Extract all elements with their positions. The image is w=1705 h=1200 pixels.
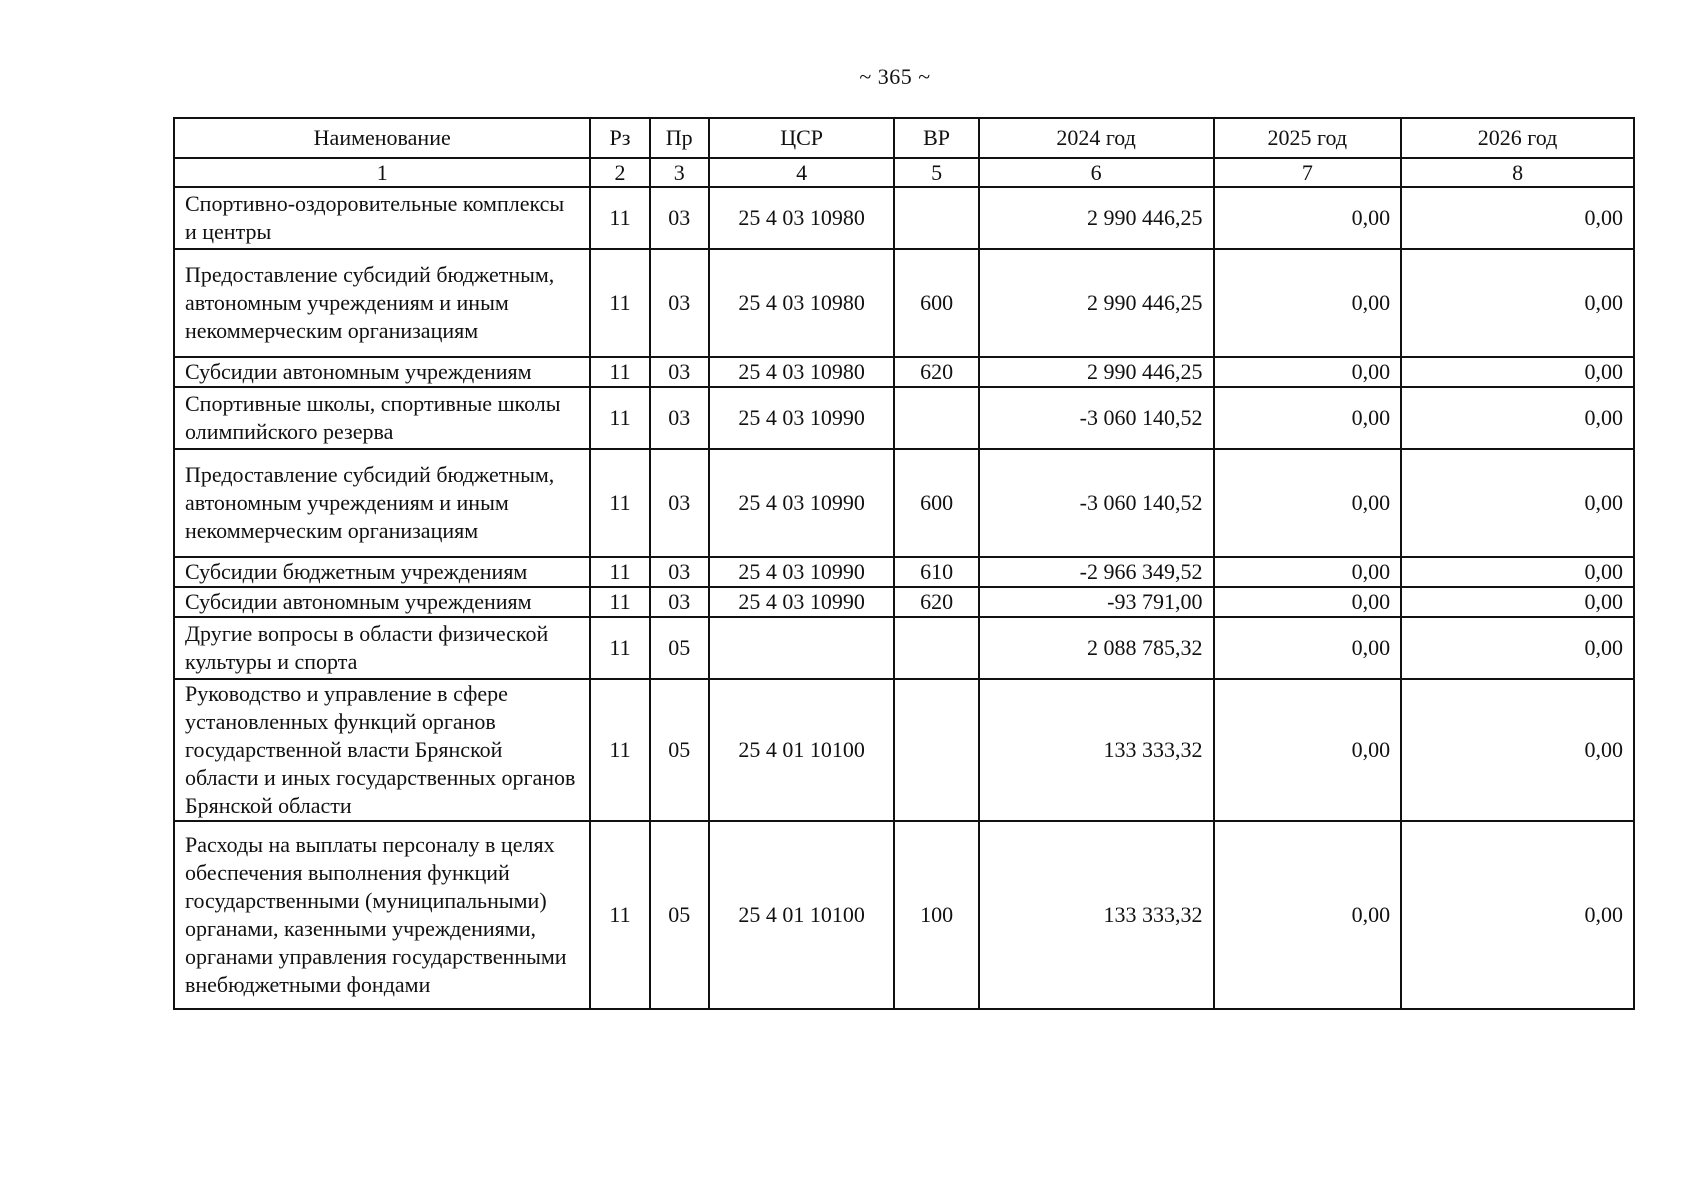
cell-2026: 0,00 <box>1401 187 1634 249</box>
header-name: Наименование <box>174 118 590 158</box>
cell-vr: 620 <box>894 587 978 617</box>
cell-name: Руководство и управление в сфере установленных функций органов государственной власти Брянской области и иных государственных органов Брянской области <box>174 679 590 821</box>
cell-name: Субсидии автономным учреждениям <box>174 357 590 387</box>
table-row <box>174 587 1634 617</box>
cell-name: Спортивно-оздоровительные комплексы и центры <box>174 187 590 249</box>
cell-rz: 11 <box>590 249 649 357</box>
table-row <box>174 617 1634 679</box>
cell-pr: 03 <box>650 357 709 387</box>
column-number: 7 <box>1214 158 1402 187</box>
cell-vr <box>894 187 978 249</box>
column-number: 8 <box>1401 158 1634 187</box>
cell-pr: 05 <box>650 617 709 679</box>
cell-csr: 25 4 03 10990 <box>709 587 895 617</box>
table-row <box>174 821 1634 1009</box>
cell-name: Расходы на выплаты персоналу в целях обеспечения выполнения функций государственными (муниципальными) органами, казенными учреждениями, органами управления государственными внебюджетными фондами <box>174 821 590 1009</box>
column-number: 2 <box>590 158 649 187</box>
cell-2025: 0,00 <box>1214 357 1402 387</box>
cell-2025: 0,00 <box>1214 387 1402 449</box>
header-2025: 2025 год <box>1214 118 1402 158</box>
cell-2024: 133 333,32 <box>979 821 1214 1009</box>
cell-pr: 03 <box>650 587 709 617</box>
cell-rz: 11 <box>590 587 649 617</box>
cell-rz: 11 <box>590 679 649 821</box>
cell-2024: 2 990 446,25 <box>979 357 1214 387</box>
budget-table <box>173 117 1635 1010</box>
cell-rz: 11 <box>590 187 649 249</box>
cell-2024: 133 333,32 <box>979 679 1214 821</box>
cell-2025: 0,00 <box>1214 187 1402 249</box>
cell-2024: -2 966 349,52 <box>979 557 1214 587</box>
cell-rz: 11 <box>590 449 649 557</box>
cell-2025: 0,00 <box>1214 821 1402 1009</box>
cell-2026: 0,00 <box>1401 557 1634 587</box>
cell-name: Предоставление субсидий бюджетным, автономным учреждениям и иным некоммерческим организациям <box>174 449 590 557</box>
cell-csr: 25 4 03 10990 <box>709 557 895 587</box>
header-2024: 2024 год <box>979 118 1214 158</box>
column-number: 3 <box>650 158 709 187</box>
table-row <box>174 187 1634 249</box>
cell-name: Другие вопросы в области физической культуры и спорта <box>174 617 590 679</box>
cell-2024: 2 990 446,25 <box>979 187 1214 249</box>
cell-csr <box>709 617 895 679</box>
cell-2026: 0,00 <box>1401 821 1634 1009</box>
cell-2024: 2 990 446,25 <box>979 249 1214 357</box>
cell-rz: 11 <box>590 387 649 449</box>
cell-pr: 03 <box>650 387 709 449</box>
cell-2026: 0,00 <box>1401 357 1634 387</box>
cell-csr: 25 4 03 10980 <box>709 187 895 249</box>
cell-csr: 25 4 03 10990 <box>709 449 895 557</box>
cell-rz: 11 <box>590 557 649 587</box>
page-number: ~ 365 ~ <box>859 64 931 89</box>
cell-csr: 25 4 03 10980 <box>709 357 895 387</box>
table-row <box>174 679 1634 821</box>
column-number: 1 <box>174 158 590 187</box>
header-2026: 2026 год <box>1401 118 1634 158</box>
cell-2026: 0,00 <box>1401 617 1634 679</box>
cell-name: Предоставление субсидий бюджетным, автономным учреждениям и иным некоммерческим организациям <box>174 249 590 357</box>
cell-2025: 0,00 <box>1214 557 1402 587</box>
cell-csr: 25 4 01 10100 <box>709 679 895 821</box>
cell-vr: 600 <box>894 249 978 357</box>
cell-pr: 03 <box>650 249 709 357</box>
column-number: 6 <box>979 158 1214 187</box>
cell-2025: 0,00 <box>1214 617 1402 679</box>
cell-2024: -3 060 140,52 <box>979 387 1214 449</box>
header-csr: ЦСР <box>709 118 895 158</box>
cell-pr: 03 <box>650 187 709 249</box>
cell-rz: 11 <box>590 617 649 679</box>
column-number: 5 <box>894 158 978 187</box>
cell-pr: 03 <box>650 449 709 557</box>
cell-2024: -3 060 140,52 <box>979 449 1214 557</box>
cell-2026: 0,00 <box>1401 679 1634 821</box>
cell-name: Субсидии автономным учреждениям <box>174 587 590 617</box>
cell-vr <box>894 387 978 449</box>
cell-name: Спортивные школы, спортивные школы олимпийского резерва <box>174 387 590 449</box>
cell-csr: 25 4 03 10990 <box>709 387 895 449</box>
cell-name: Субсидии бюджетным учреждениям <box>174 557 590 587</box>
cell-2025: 0,00 <box>1214 679 1402 821</box>
cell-2024: 2 088 785,32 <box>979 617 1214 679</box>
cell-2026: 0,00 <box>1401 587 1634 617</box>
header-vr: ВР <box>894 118 978 158</box>
column-number-row <box>174 158 1634 187</box>
cell-vr: 620 <box>894 357 978 387</box>
cell-vr <box>894 617 978 679</box>
cell-rz: 11 <box>590 357 649 387</box>
cell-2025: 0,00 <box>1214 249 1402 357</box>
header-pr: Пр <box>650 118 709 158</box>
cell-2026: 0,00 <box>1401 449 1634 557</box>
table-row <box>174 387 1634 449</box>
cell-pr: 05 <box>650 679 709 821</box>
table-row <box>174 357 1634 387</box>
cell-rz: 11 <box>590 821 649 1009</box>
cell-2024: -93 791,00 <box>979 587 1214 617</box>
cell-csr: 25 4 03 10980 <box>709 249 895 357</box>
header-rz: Рз <box>590 118 649 158</box>
table-row <box>174 449 1634 557</box>
cell-2025: 0,00 <box>1214 449 1402 557</box>
table-row <box>174 249 1634 357</box>
cell-csr: 25 4 01 10100 <box>709 821 895 1009</box>
table-row <box>174 557 1634 587</box>
header-row <box>174 118 1634 158</box>
cell-2026: 0,00 <box>1401 387 1634 449</box>
cell-pr: 03 <box>650 557 709 587</box>
cell-pr: 05 <box>650 821 709 1009</box>
cell-vr <box>894 679 978 821</box>
cell-vr: 100 <box>894 821 978 1009</box>
cell-2026: 0,00 <box>1401 249 1634 357</box>
cell-2025: 0,00 <box>1214 587 1402 617</box>
cell-vr: 600 <box>894 449 978 557</box>
cell-vr: 610 <box>894 557 978 587</box>
column-number: 4 <box>709 158 895 187</box>
